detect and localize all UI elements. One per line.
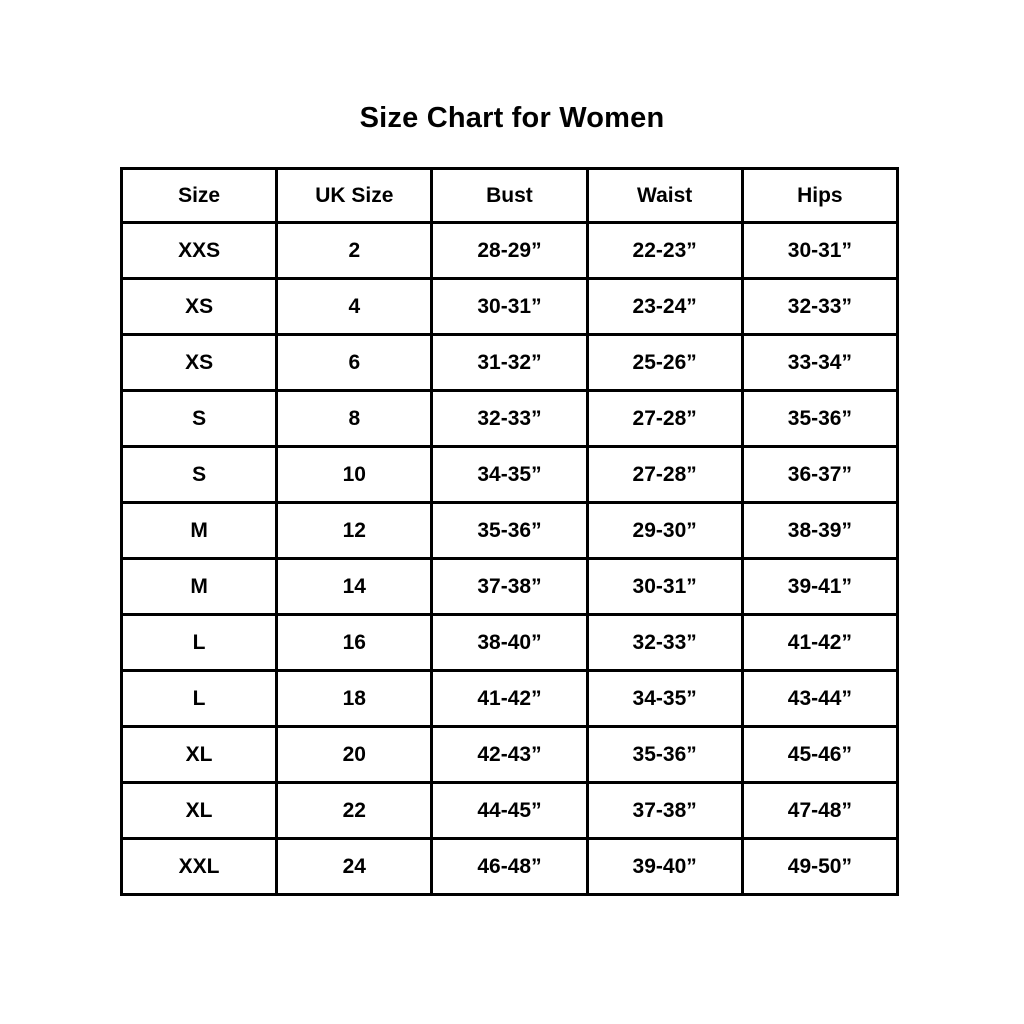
table-cell: 37-38” bbox=[587, 783, 742, 839]
table-cell: M bbox=[122, 503, 277, 559]
column-header-hips: Hips bbox=[742, 169, 897, 223]
table-cell: 4 bbox=[277, 279, 432, 335]
table-cell: 42-43” bbox=[432, 727, 587, 783]
table-cell: 20 bbox=[277, 727, 432, 783]
table-cell: 10 bbox=[277, 447, 432, 503]
table-cell: XS bbox=[122, 335, 277, 391]
page-title: Size Chart for Women bbox=[359, 102, 665, 134]
table-cell: 30-31” bbox=[432, 279, 587, 335]
column-header-waist: Waist bbox=[587, 169, 742, 223]
table-cell: S bbox=[122, 447, 277, 503]
table-cell: 39-40” bbox=[587, 839, 742, 895]
table-header bbox=[122, 169, 898, 223]
table-cell: XXL bbox=[122, 839, 277, 895]
table-cell: 31-32” bbox=[432, 335, 587, 391]
table-row bbox=[122, 615, 898, 671]
table-cell: XXS bbox=[122, 223, 277, 279]
column-header-bust: Bust bbox=[432, 169, 587, 223]
table-cell: M bbox=[122, 559, 277, 615]
table-row bbox=[122, 559, 898, 615]
table-cell: 35-36” bbox=[742, 391, 897, 447]
table-cell: 18 bbox=[277, 671, 432, 727]
table-row bbox=[122, 223, 898, 279]
table-cell: 35-36” bbox=[432, 503, 587, 559]
table-cell: 22-23” bbox=[587, 223, 742, 279]
table-row bbox=[122, 783, 898, 839]
table-cell: 32-33” bbox=[432, 391, 587, 447]
table-row bbox=[122, 839, 898, 895]
table-cell: L bbox=[122, 615, 277, 671]
table-cell: 34-35” bbox=[432, 447, 587, 503]
table-cell: S bbox=[122, 391, 277, 447]
table-cell: 8 bbox=[277, 391, 432, 447]
table-cell: 36-37” bbox=[742, 447, 897, 503]
table-cell: 24 bbox=[277, 839, 432, 895]
table-cell: 47-48” bbox=[742, 783, 897, 839]
table-cell: 25-26” bbox=[587, 335, 742, 391]
table-cell: 39-41” bbox=[742, 559, 897, 615]
table-cell: 43-44” bbox=[742, 671, 897, 727]
table-cell: 30-31” bbox=[587, 559, 742, 615]
table-cell: 6 bbox=[277, 335, 432, 391]
table-cell: 41-42” bbox=[742, 615, 897, 671]
table-cell: 33-34” bbox=[742, 335, 897, 391]
table-cell: 29-30” bbox=[587, 503, 742, 559]
table-cell: 30-31” bbox=[742, 223, 897, 279]
column-header-size: Size bbox=[122, 169, 277, 223]
table-row bbox=[122, 447, 898, 503]
table-row bbox=[122, 503, 898, 559]
table-row bbox=[122, 391, 898, 447]
table-cell: 37-38” bbox=[432, 559, 587, 615]
table-cell: 2 bbox=[277, 223, 432, 279]
table-cell: 27-28” bbox=[587, 391, 742, 447]
table-cell: 49-50” bbox=[742, 839, 897, 895]
table-cell: 16 bbox=[277, 615, 432, 671]
table-cell: 44-45” bbox=[432, 783, 587, 839]
table-cell: XL bbox=[122, 783, 277, 839]
table-cell: 14 bbox=[277, 559, 432, 615]
size-chart-table bbox=[120, 167, 899, 896]
table-row bbox=[122, 335, 898, 391]
table-cell: 32-33” bbox=[742, 279, 897, 335]
column-header-uk-size: UK Size bbox=[277, 169, 432, 223]
table-cell: XS bbox=[122, 279, 277, 335]
table-row bbox=[122, 671, 898, 727]
table-cell: 27-28” bbox=[587, 447, 742, 503]
table-cell: 34-35” bbox=[587, 671, 742, 727]
table-cell: 22 bbox=[277, 783, 432, 839]
table-row bbox=[122, 279, 898, 335]
table-cell: 28-29” bbox=[432, 223, 587, 279]
table-row bbox=[122, 727, 898, 783]
table-cell: 35-36” bbox=[587, 727, 742, 783]
table-cell: 32-33” bbox=[587, 615, 742, 671]
table-cell: 45-46” bbox=[742, 727, 897, 783]
table-header-row bbox=[122, 169, 898, 223]
table-cell: 46-48” bbox=[432, 839, 587, 895]
table-cell: XL bbox=[122, 727, 277, 783]
table-cell: 23-24” bbox=[587, 279, 742, 335]
table-cell: 38-40” bbox=[432, 615, 587, 671]
table-cell: 41-42” bbox=[432, 671, 587, 727]
table-cell: L bbox=[122, 671, 277, 727]
table-cell: 12 bbox=[277, 503, 432, 559]
table-cell: 38-39” bbox=[742, 503, 897, 559]
table-body bbox=[122, 223, 898, 895]
